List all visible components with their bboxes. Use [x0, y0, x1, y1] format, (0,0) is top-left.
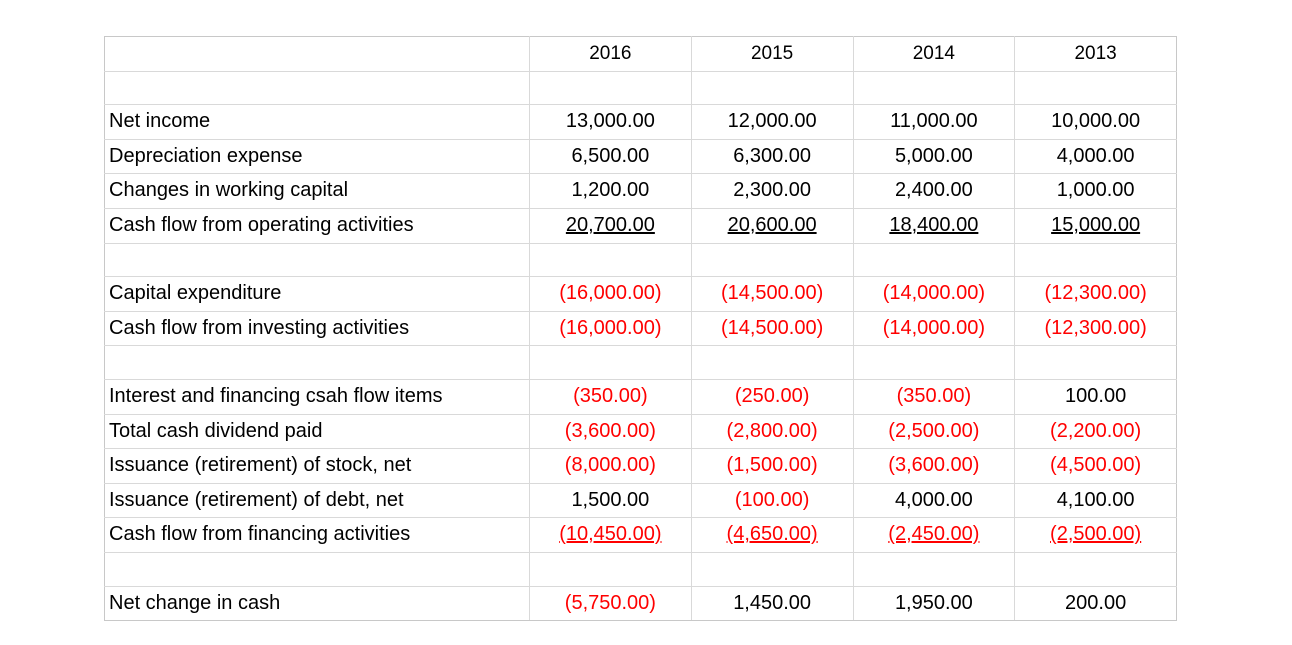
value-cell-2014[interactable] [853, 71, 1015, 105]
value-text: (350.00) [896, 384, 972, 407]
value-text: (14,000.00) [882, 316, 986, 339]
year-header-2015[interactable]: 2015 [691, 37, 853, 72]
value-cell-2016[interactable] [530, 483, 692, 518]
value-text: (350.00) [573, 384, 648, 407]
row-label-cell[interactable] [105, 243, 530, 277]
value-cell-2016[interactable] [530, 208, 692, 243]
value-cell-2016[interactable] [530, 586, 692, 621]
header-corner-cell[interactable] [105, 37, 530, 72]
row-label-cell[interactable] [105, 71, 530, 105]
value-text: 18,400.00 [889, 213, 979, 236]
value-cell-2016[interactable] [530, 243, 692, 277]
row-label-cell[interactable]: Net change in cash [105, 586, 530, 621]
value-text: (2,200.00) [1050, 419, 1142, 442]
table-row [105, 311, 1177, 346]
value-cell-2016[interactable] [530, 518, 692, 553]
row-label-cell[interactable]: Changes in working capital [105, 174, 530, 209]
value-text: (16,000.00) [559, 282, 662, 305]
value-text: 4,100.00 [1056, 488, 1135, 511]
value-text: (8,000.00) [564, 454, 656, 477]
value-cell-2016[interactable] [530, 311, 692, 346]
value-cell-2016[interactable] [530, 174, 692, 209]
row-label-cell[interactable]: Issuance (retirement) of debt, net [105, 483, 530, 518]
value-text: 1,200.00 [571, 179, 650, 202]
value-cell-2016[interactable] [530, 105, 692, 140]
value-cell-2013[interactable] [1015, 483, 1177, 518]
value-cell-2013[interactable] [1015, 208, 1177, 243]
table-row [105, 586, 1177, 621]
value-cell-2013[interactable] [1015, 174, 1177, 209]
value-cell-2014[interactable] [853, 586, 1015, 621]
row-label-cell[interactable]: Depreciation expense [105, 139, 530, 174]
row-label-cell[interactable]: Cash flow from investing activities [105, 311, 530, 346]
value-cell-2015[interactable] [691, 139, 853, 174]
value-cell-2014[interactable] [853, 379, 1015, 414]
value-text: (12,300.00) [1044, 316, 1147, 339]
value-cell-2015[interactable] [691, 449, 853, 484]
row-label-cell[interactable] [105, 346, 530, 380]
value-text: 1,500.00 [571, 488, 650, 511]
value-cell-2014[interactable] [853, 208, 1015, 243]
value-cell-2015[interactable] [691, 174, 853, 209]
table-row [105, 449, 1177, 484]
value-cell-2013[interactable] [1015, 277, 1177, 312]
value-text: (100.00) [734, 488, 810, 511]
table-row [105, 414, 1177, 449]
value-cell-2013[interactable] [1015, 105, 1177, 140]
value-cell-2014[interactable] [853, 243, 1015, 277]
table-row [105, 208, 1177, 243]
value-text: 2,400.00 [894, 179, 973, 202]
row-label-cell[interactable]: Cash flow from operating activities [105, 208, 530, 243]
value-text: 6,500.00 [571, 144, 650, 167]
table-row [105, 105, 1177, 140]
table-row [105, 139, 1177, 174]
value-text: 13,000.00 [565, 110, 655, 133]
value-text: 15,000.00 [1051, 213, 1141, 236]
value-text: 11,000.00 [890, 110, 978, 133]
year-header-row [105, 37, 1177, 72]
value-text: (1,500.00) [726, 454, 818, 477]
value-text: 200.00 [1065, 591, 1127, 614]
value-text: 10,000.00 [1051, 110, 1141, 133]
value-text: (4,500.00) [1050, 454, 1142, 477]
value-text: (2,500.00) [1050, 523, 1142, 546]
table-row [105, 518, 1177, 553]
row-label-cell[interactable]: Total cash dividend paid [105, 414, 530, 449]
value-cell-2013[interactable] [1015, 71, 1177, 105]
value-text: (12,300.00) [1044, 282, 1147, 305]
value-text: (3,600.00) [888, 454, 980, 477]
value-cell-2013[interactable] [1015, 139, 1177, 174]
year-header-2016[interactable]: 2016 [530, 37, 692, 72]
value-cell-2014[interactable] [853, 346, 1015, 380]
value-text: 6,300.00 [733, 144, 812, 167]
value-cell-2016[interactable] [530, 346, 692, 380]
value-cell-2015[interactable] [691, 483, 853, 518]
value-cell-2016[interactable] [530, 277, 692, 312]
value-cell-2016[interactable] [530, 71, 692, 105]
value-cell-2016[interactable] [530, 552, 692, 586]
value-cell-2015[interactable] [691, 586, 853, 621]
value-cell-2014[interactable] [853, 414, 1015, 449]
value-cell-2015[interactable] [691, 552, 853, 586]
value-cell-2014[interactable] [853, 483, 1015, 518]
blank-row [105, 552, 1177, 586]
value-cell-2015[interactable] [691, 518, 853, 553]
value-text: 100.00 [1065, 384, 1127, 407]
value-text: 2,300.00 [733, 179, 812, 202]
value-text: 4,000.00 [894, 488, 973, 511]
value-cell-2013[interactable] [1015, 552, 1177, 586]
value-cell-2016[interactable] [530, 449, 692, 484]
value-cell-2015[interactable] [691, 346, 853, 380]
value-text: 20,600.00 [727, 213, 817, 236]
value-text: 12,000.00 [727, 110, 817, 133]
row-label-cell[interactable]: Cash flow from financing activities [105, 518, 530, 553]
year-header-2014[interactable]: 2014 [853, 37, 1015, 72]
value-cell-2013[interactable] [1015, 449, 1177, 484]
row-label-cell[interactable]: Interest and financing csah flow items [105, 379, 530, 414]
value-text: 1,000.00 [1056, 179, 1135, 202]
blank-row [105, 243, 1177, 277]
value-cell-2013[interactable] [1015, 346, 1177, 380]
value-cell-2016[interactable] [530, 139, 692, 174]
value-cell-2015[interactable] [691, 414, 853, 449]
value-text: 5,000.00 [894, 144, 973, 167]
row-label-cell[interactable]: Net income [105, 105, 530, 140]
cash-flow-table [104, 36, 1177, 621]
value-cell-2014[interactable] [853, 552, 1015, 586]
blank-row [105, 71, 1177, 105]
value-cell-2015[interactable] [691, 105, 853, 140]
value-text: (2,500.00) [888, 419, 980, 442]
value-text: 1,450.00 [733, 591, 812, 614]
value-cell-2015[interactable] [691, 379, 853, 414]
value-text: (10,450.00) [559, 523, 662, 546]
value-cell-2013[interactable] [1015, 379, 1177, 414]
value-text: (16,000.00) [559, 316, 662, 339]
value-cell-2015[interactable] [691, 311, 853, 346]
value-text: 20,700.00 [565, 213, 655, 236]
table-row [105, 483, 1177, 518]
value-text: 1,950.00 [894, 591, 973, 614]
value-cell-2013[interactable] [1015, 518, 1177, 553]
value-text: 4,000.00 [1056, 144, 1135, 167]
table-row [105, 277, 1177, 312]
value-cell-2014[interactable] [853, 139, 1015, 174]
year-header-2013[interactable]: 2013 [1015, 37, 1177, 72]
value-text: (2,800.00) [726, 419, 818, 442]
row-label-cell[interactable]: Issuance (retirement) of stock, net [105, 449, 530, 484]
value-cell-2013[interactable] [1015, 311, 1177, 346]
value-cell-2015[interactable] [691, 71, 853, 105]
value-cell-2014[interactable] [853, 518, 1015, 553]
value-cell-2014[interactable] [853, 449, 1015, 484]
value-text: (250.00) [734, 384, 810, 407]
row-label-cell[interactable]: Capital expenditure [105, 277, 530, 312]
row-label-cell[interactable] [105, 552, 530, 586]
value-cell-2013[interactable] [1015, 243, 1177, 277]
value-cell-2016[interactable] [530, 379, 692, 414]
value-cell-2015[interactable] [691, 208, 853, 243]
value-cell-2016[interactable] [530, 414, 692, 449]
value-cell-2013[interactable] [1015, 414, 1177, 449]
table-row [105, 379, 1177, 414]
value-cell-2015[interactable] [691, 243, 853, 277]
value-cell-2014[interactable] [853, 277, 1015, 312]
table-row [105, 174, 1177, 209]
value-text: (3,600.00) [564, 419, 656, 442]
value-cell-2014[interactable] [853, 311, 1015, 346]
value-cell-2015[interactable] [691, 277, 853, 312]
value-text: (4,650.00) [726, 523, 818, 546]
value-cell-2014[interactable] [853, 174, 1015, 209]
value-cell-2014[interactable] [853, 105, 1015, 140]
value-text: (5,750.00) [564, 591, 656, 614]
table-body [105, 37, 1177, 621]
value-text: (2,450.00) [888, 523, 980, 546]
value-text: (14,500.00) [720, 316, 824, 339]
value-cell-2013[interactable] [1015, 586, 1177, 621]
value-text: (14,500.00) [720, 282, 824, 305]
value-text: (14,000.00) [882, 282, 986, 305]
blank-row [105, 346, 1177, 380]
